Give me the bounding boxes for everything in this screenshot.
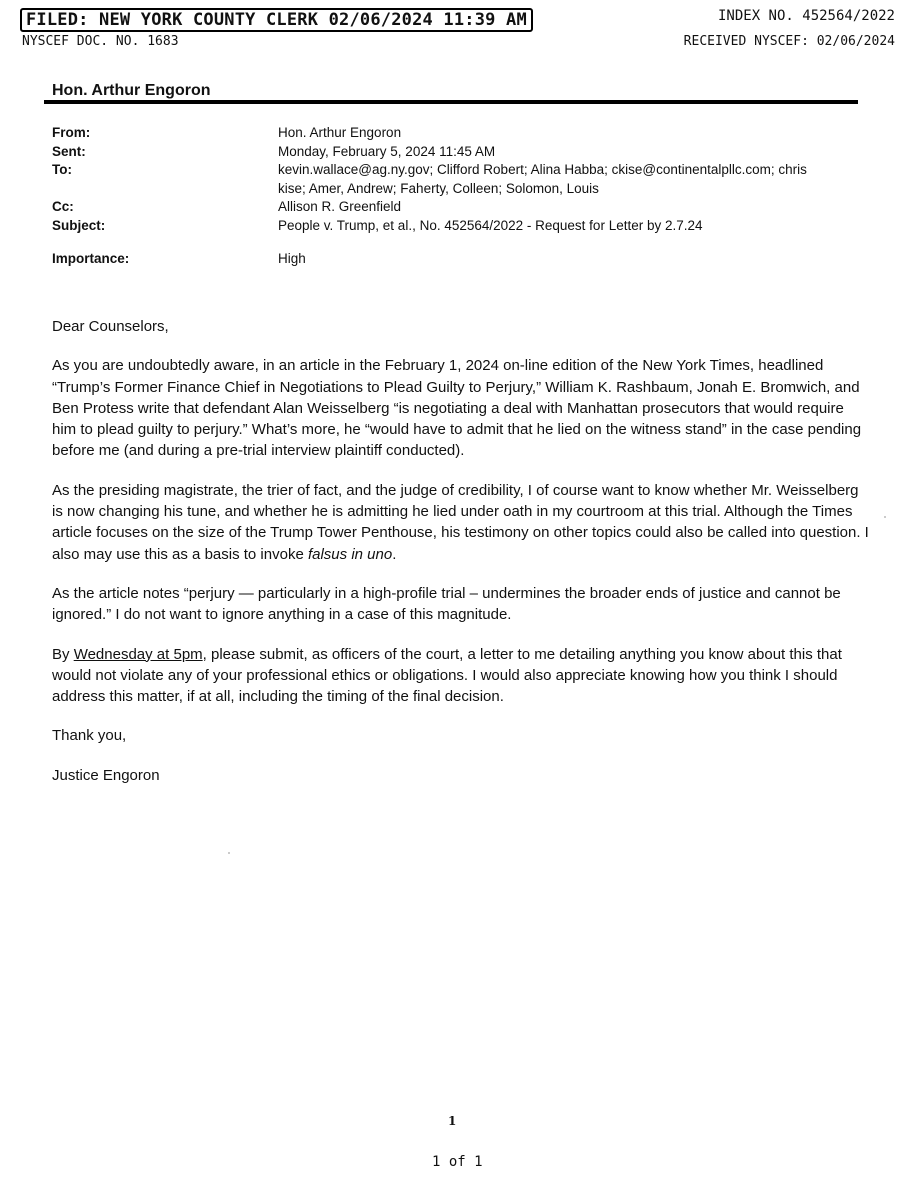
subject-label: Subject: xyxy=(52,217,106,233)
cc-label: Cc: xyxy=(52,199,74,214)
header-rule xyxy=(44,100,858,104)
received-date: RECEIVED NYSCEF: 02/06/2024 xyxy=(683,34,895,49)
to-line-2: kise; Amer, Andrew; Faherty, Colleen; Solomon, Louis xyxy=(278,180,599,196)
subject-value: People v. Trump, et al., No. 452564/2022 - Request for Letter by 2.7.24 xyxy=(278,217,703,233)
paragraph-2-text: As the presiding magistrate, the trier of fact, and the judge of credibility, I of course want to know whether Mr. Weisselberg is now changing his tune, and whether he is admitting he lied under oath in my courtroom at this trial. Although the Times article focuses on the size of the Trump Tower Penthouse, his testimony on other topics could also be called into question. I also may use this as a basis to invoke xyxy=(52,481,869,563)
deadline: Wednesday at 5pm xyxy=(73,645,203,663)
paragraph-3: As the article notes “perjury — particularly in a high-profile trial – undermines the broader ends of justice and cannot be ignored.” I do not want to ignore anything in a case of this magnitude. xyxy=(52,584,841,624)
page-number: 1 xyxy=(448,1114,457,1128)
index-number: INDEX NO. 452564/2022 xyxy=(717,8,895,24)
document-number: NYSCEF DOC. NO. 1683 xyxy=(22,34,179,49)
page-of: 1 of 1 xyxy=(432,1154,483,1170)
paragraph-4-prefix: By xyxy=(52,645,74,663)
signature: Justice Engoron xyxy=(52,766,160,784)
from-label: From: xyxy=(52,125,91,140)
paragraph-2-end: . xyxy=(392,545,397,563)
paragraph-4 xyxy=(52,644,872,708)
importance-row xyxy=(52,250,862,269)
to-value xyxy=(278,161,862,198)
paragraph-2 xyxy=(52,480,872,565)
sender-header: Hon. Arthur Engoron xyxy=(52,82,211,99)
closing: Thank you, xyxy=(52,727,127,745)
greeting: Dear Counselors, xyxy=(52,318,169,335)
latin-phrase: falsus in uno xyxy=(307,545,393,563)
filed-stamp: FILED: NEW YORK COUNTY CLERK 02/06/2024 11:39 AM xyxy=(20,8,533,32)
importance-value: High xyxy=(278,251,306,266)
paragraph-4-text: , please submit, as officers of the court, a letter to me detailing anything you know about this that would not violate any of your professional ethics or obligations. I would also appreciate knowing how you think I should address this matter, if at all, including the timing of the final decision. xyxy=(52,645,842,706)
to-label: To: xyxy=(52,162,72,177)
scan-speck xyxy=(884,516,886,518)
to-row xyxy=(52,161,862,198)
paragraph-1: As you are undoubtedly aware, in an article in the February 1, 2024 on-line edition of the New York Times, headlined “Trump’s Former Finance Chief in Negotiations to Plead Guilty to Perjury,” William K. Rashbaum, Jonah E. Bromwich, and Ben Protess write that defendant Alan Weisselberg “is negotiating a deal with Manhattan prosecutors that would require him to plead guilty to perjury.” What’s more, he “would have to admit that he lied on the witness stand” in the case pending before me (and during a pre-trial interview plaintiff conducted). xyxy=(52,357,862,460)
sent-value: Monday, February 5, 2024 11:45 AM xyxy=(278,143,496,159)
cc-value: Allison R. Greenfield xyxy=(278,199,402,214)
cc-row xyxy=(52,198,862,217)
scan-speck xyxy=(228,852,230,854)
sent-row xyxy=(52,143,862,162)
from-row xyxy=(52,124,862,143)
importance-label: Importance: xyxy=(52,251,130,266)
email-body xyxy=(52,316,872,804)
sent-label: Sent: xyxy=(52,143,86,159)
subject-row xyxy=(52,217,862,236)
to-line-1: kevin.wallace@ag.ny.gov; Clifford Robert; Alina Habba; ckise@continentalpllc.com; chris xyxy=(278,162,807,177)
from-value: Hon. Arthur Engoron xyxy=(278,125,402,140)
email-metadata xyxy=(52,124,862,269)
